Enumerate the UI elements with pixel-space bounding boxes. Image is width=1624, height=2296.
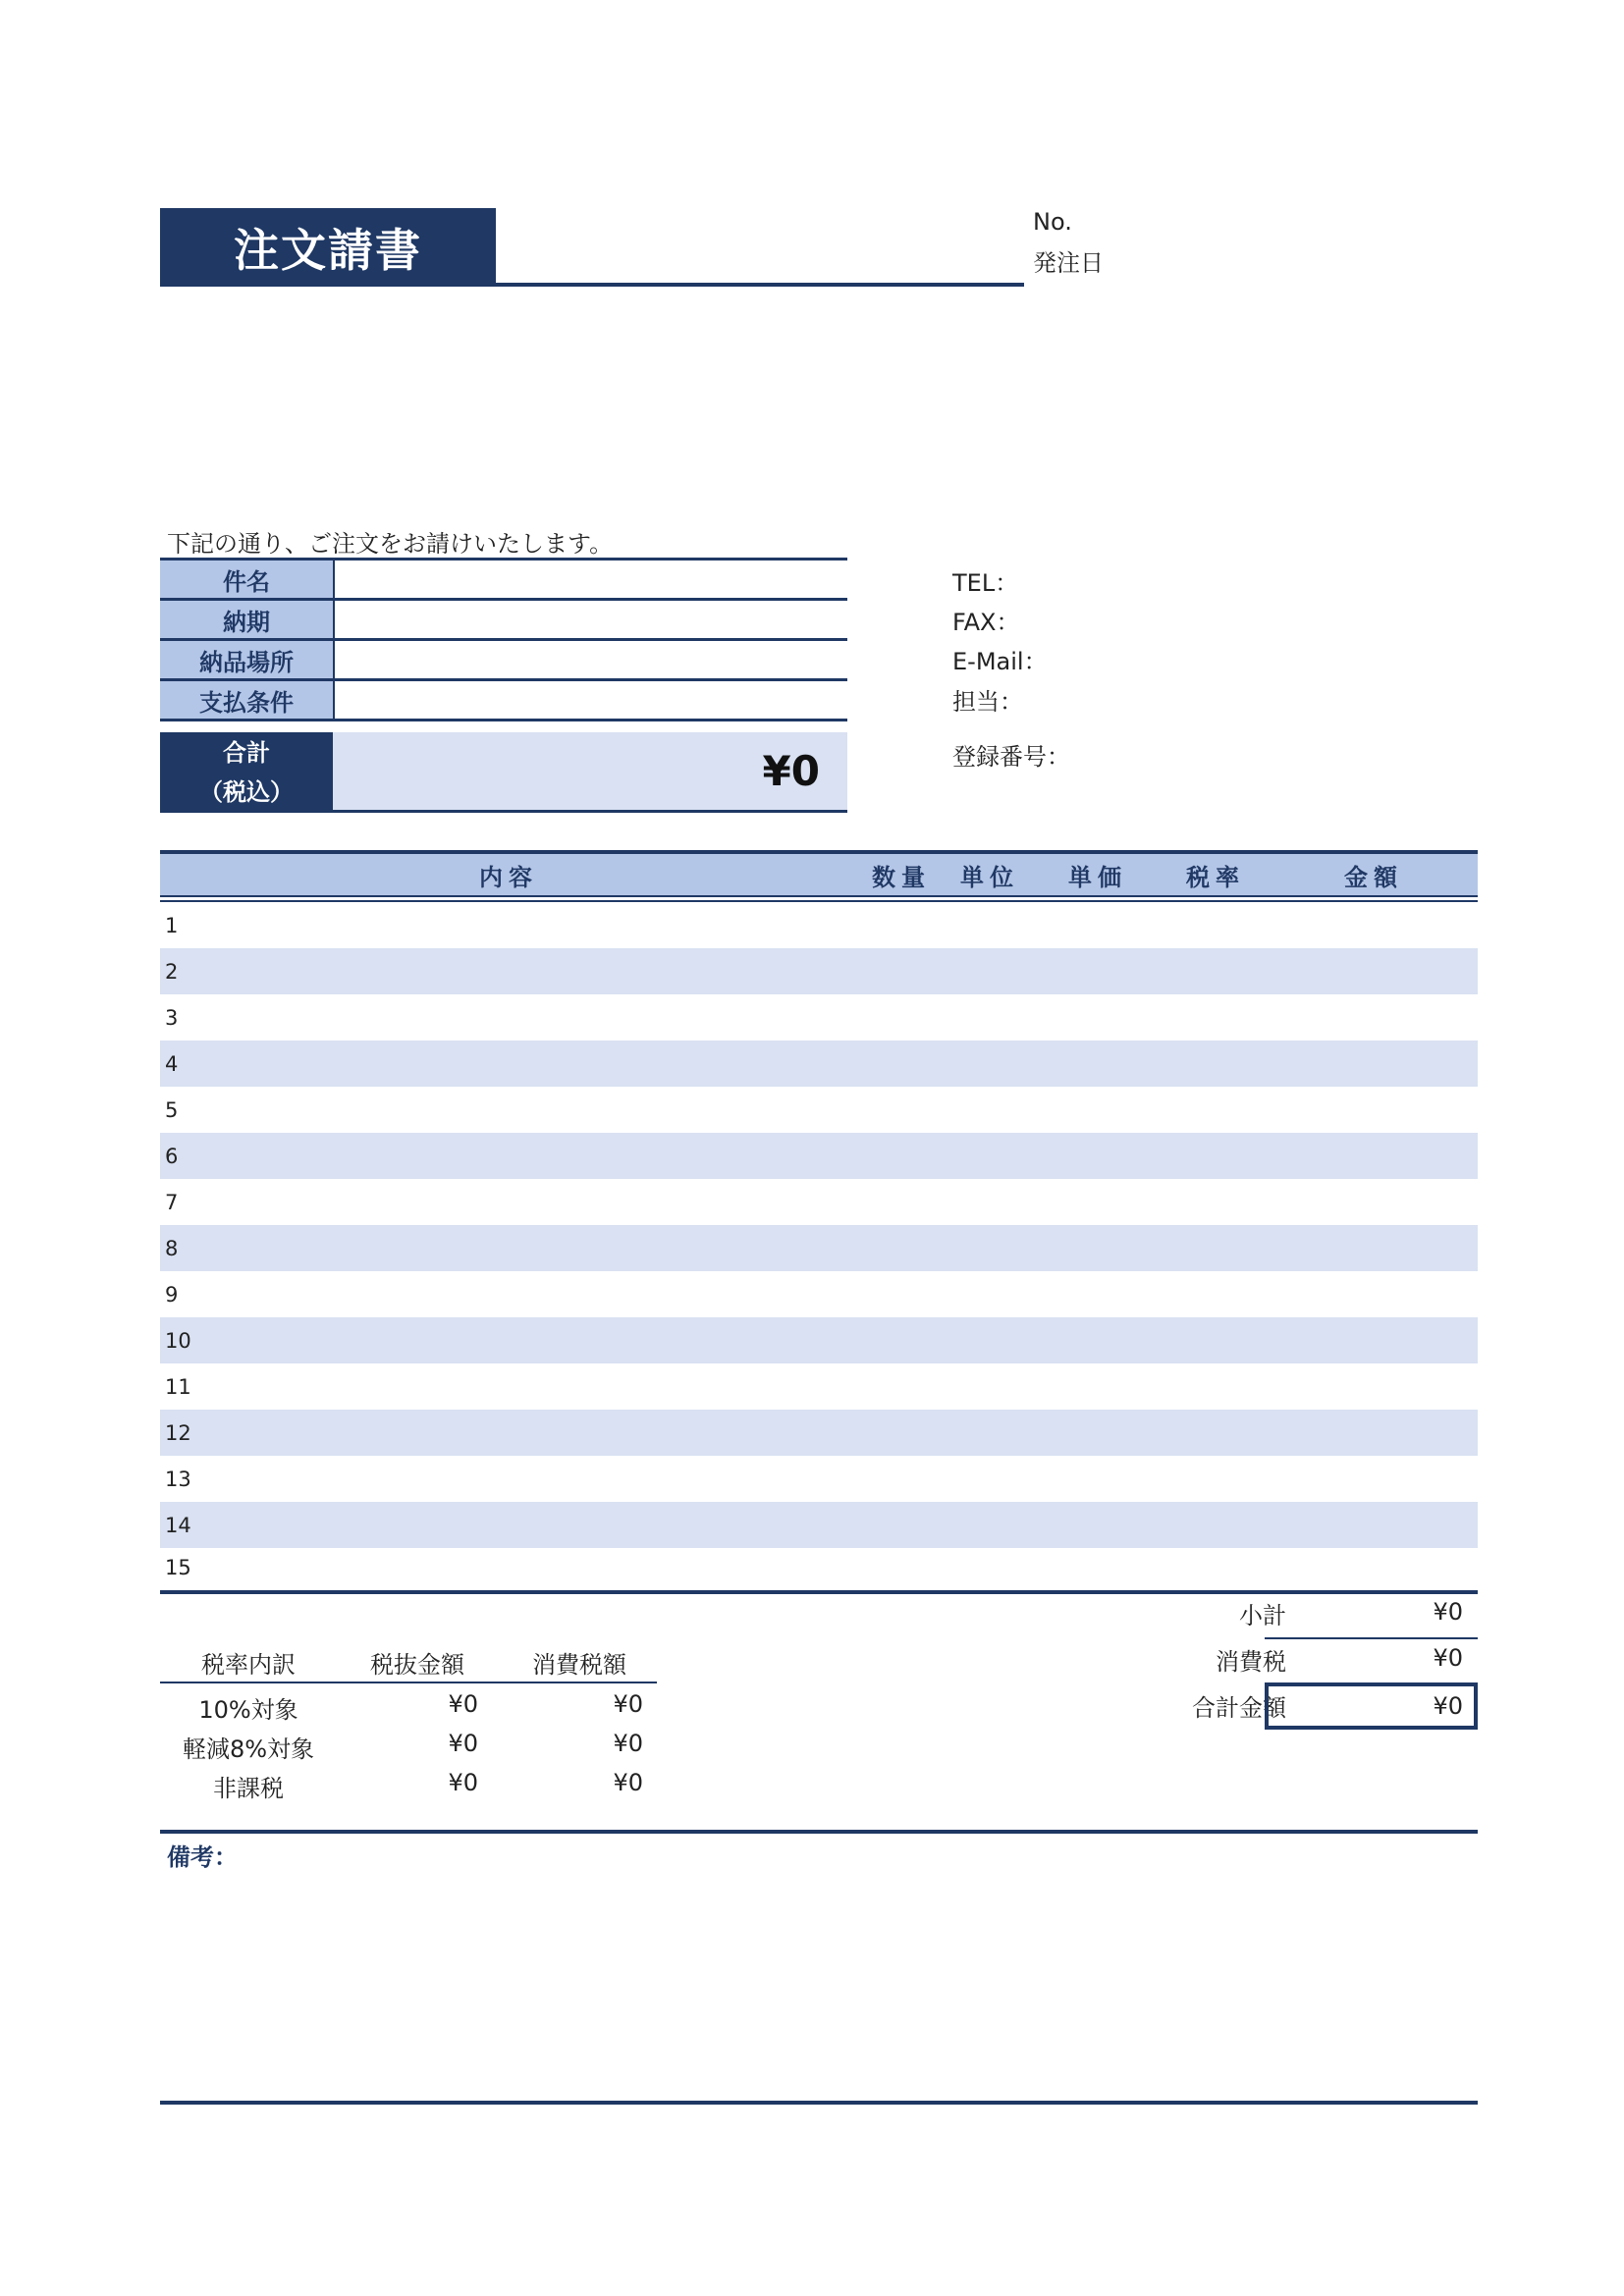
total-label-line2: （税込） [199, 778, 294, 806]
row-number: 2 [165, 959, 179, 984]
delivery-place-label: 納品場所 [160, 641, 335, 678]
row-number: 4 [165, 1051, 179, 1076]
table-row[interactable] [160, 902, 1478, 948]
tax-breakdown-header-tax: 消費税額 [532, 1651, 626, 1679]
row-number: 13 [165, 1467, 191, 1491]
row-number: 1 [165, 913, 179, 937]
tax-category-exempt: 非課税 [213, 1775, 284, 1802]
grand-total-label: 合計金額 [1192, 1694, 1286, 1722]
total-label-line1: 合計 [223, 739, 270, 767]
table-row[interactable] [160, 1363, 1478, 1410]
email-label: E-Mail： [952, 648, 1048, 675]
remarks-bottom-border [160, 2101, 1478, 2105]
tax-excl-exempt: ¥0 [448, 1769, 478, 1796]
title-underline [160, 283, 1024, 287]
table-row[interactable] [160, 1410, 1478, 1456]
row-number: 15 [165, 1555, 191, 1579]
info-row-subject [160, 561, 847, 601]
table-row[interactable] [160, 1502, 1478, 1548]
row-number: 3 [165, 1005, 179, 1030]
items-table-bottom-border [160, 1590, 1478, 1594]
row-number: 7 [165, 1190, 179, 1214]
col-unit: 単位 [960, 863, 1019, 891]
order-number-label: No. [1033, 208, 1072, 236]
subtotal-value: ¥0 [1433, 1598, 1463, 1626]
table-row[interactable] [160, 994, 1478, 1041]
payment-terms-label: 支払条件 [160, 681, 335, 719]
col-amount: 金額 [1344, 863, 1403, 891]
tax-excl-10: ¥0 [448, 1690, 478, 1718]
tax-amount-exempt: ¥0 [613, 1769, 643, 1796]
consumption-tax-label: 消費税 [1216, 1648, 1286, 1676]
subtotal-label: 小計 [1239, 1602, 1286, 1629]
table-row[interactable] [160, 1456, 1478, 1502]
deadline-field[interactable] [335, 601, 847, 638]
tax-breakdown-rule [160, 1682, 657, 1683]
registration-number-label: 登録番号： [952, 743, 1070, 771]
table-row[interactable] [160, 948, 1478, 994]
row-number: 11 [165, 1374, 191, 1399]
consumption-tax-value: ¥0 [1433, 1644, 1463, 1672]
table-row[interactable] [160, 1271, 1478, 1317]
col-description: 内容 [479, 863, 538, 891]
payment-terms-field[interactable] [335, 681, 847, 719]
col-tax-rate: 税率 [1186, 863, 1245, 891]
col-unit-price: 単価 [1068, 863, 1127, 891]
table-row[interactable] [160, 1133, 1478, 1179]
tax-breakdown-header-category: 税率内訳 [201, 1651, 296, 1679]
subject-field[interactable] [335, 561, 847, 598]
info-row-deadline [160, 601, 847, 641]
person-in-charge-label: 担当： [952, 688, 1023, 716]
intro-text: 下記の通り、ご注文をお請けいたします。 [167, 530, 614, 558]
info-row-payment-terms [160, 681, 847, 721]
row-number: 14 [165, 1513, 191, 1537]
deadline-label: 納期 [160, 601, 335, 638]
tax-excl-8: ¥0 [448, 1730, 478, 1757]
grand-total-value: ¥0 [1433, 1692, 1463, 1720]
row-number: 5 [165, 1097, 179, 1122]
items-table-header [160, 854, 1478, 895]
tax-amount-8: ¥0 [613, 1730, 643, 1757]
total-amount: ¥0 [333, 732, 847, 813]
row-number: 12 [165, 1420, 191, 1445]
row-number: 10 [165, 1328, 191, 1353]
info-row-delivery-place [160, 641, 847, 681]
order-date-label: 発注日 [1033, 249, 1104, 277]
subtotal-rule [1265, 1637, 1478, 1639]
remarks-field[interactable] [160, 1870, 1478, 2096]
tax-amount-10: ¥0 [613, 1690, 643, 1718]
tax-breakdown-header-excl: 税抜金額 [370, 1651, 464, 1679]
subject-label: 件名 [160, 561, 335, 598]
tax-category-8: 軽減8%対象 [182, 1735, 315, 1763]
tax-category-10: 10%対象 [198, 1696, 298, 1724]
table-row[interactable] [160, 1317, 1478, 1363]
row-number: 8 [165, 1236, 179, 1260]
delivery-place-field[interactable] [335, 641, 847, 678]
fax-label: FAX： [952, 609, 1020, 636]
table-row[interactable] [160, 1087, 1478, 1133]
tel-label: TEL： [952, 569, 1019, 597]
remarks-label: 備考： [167, 1843, 238, 1871]
table-row[interactable] [160, 1544, 1478, 1590]
table-row[interactable] [160, 1179, 1478, 1225]
items-header-rule [160, 895, 1478, 897]
row-number: 9 [165, 1282, 179, 1307]
table-row[interactable] [160, 1225, 1478, 1271]
document-title: 注文請書 [160, 208, 496, 286]
total-label [160, 732, 333, 813]
table-row[interactable] [160, 1041, 1478, 1087]
row-number: 6 [165, 1144, 179, 1168]
col-quantity: 数量 [872, 863, 931, 891]
remarks-top-border [160, 1830, 1478, 1834]
